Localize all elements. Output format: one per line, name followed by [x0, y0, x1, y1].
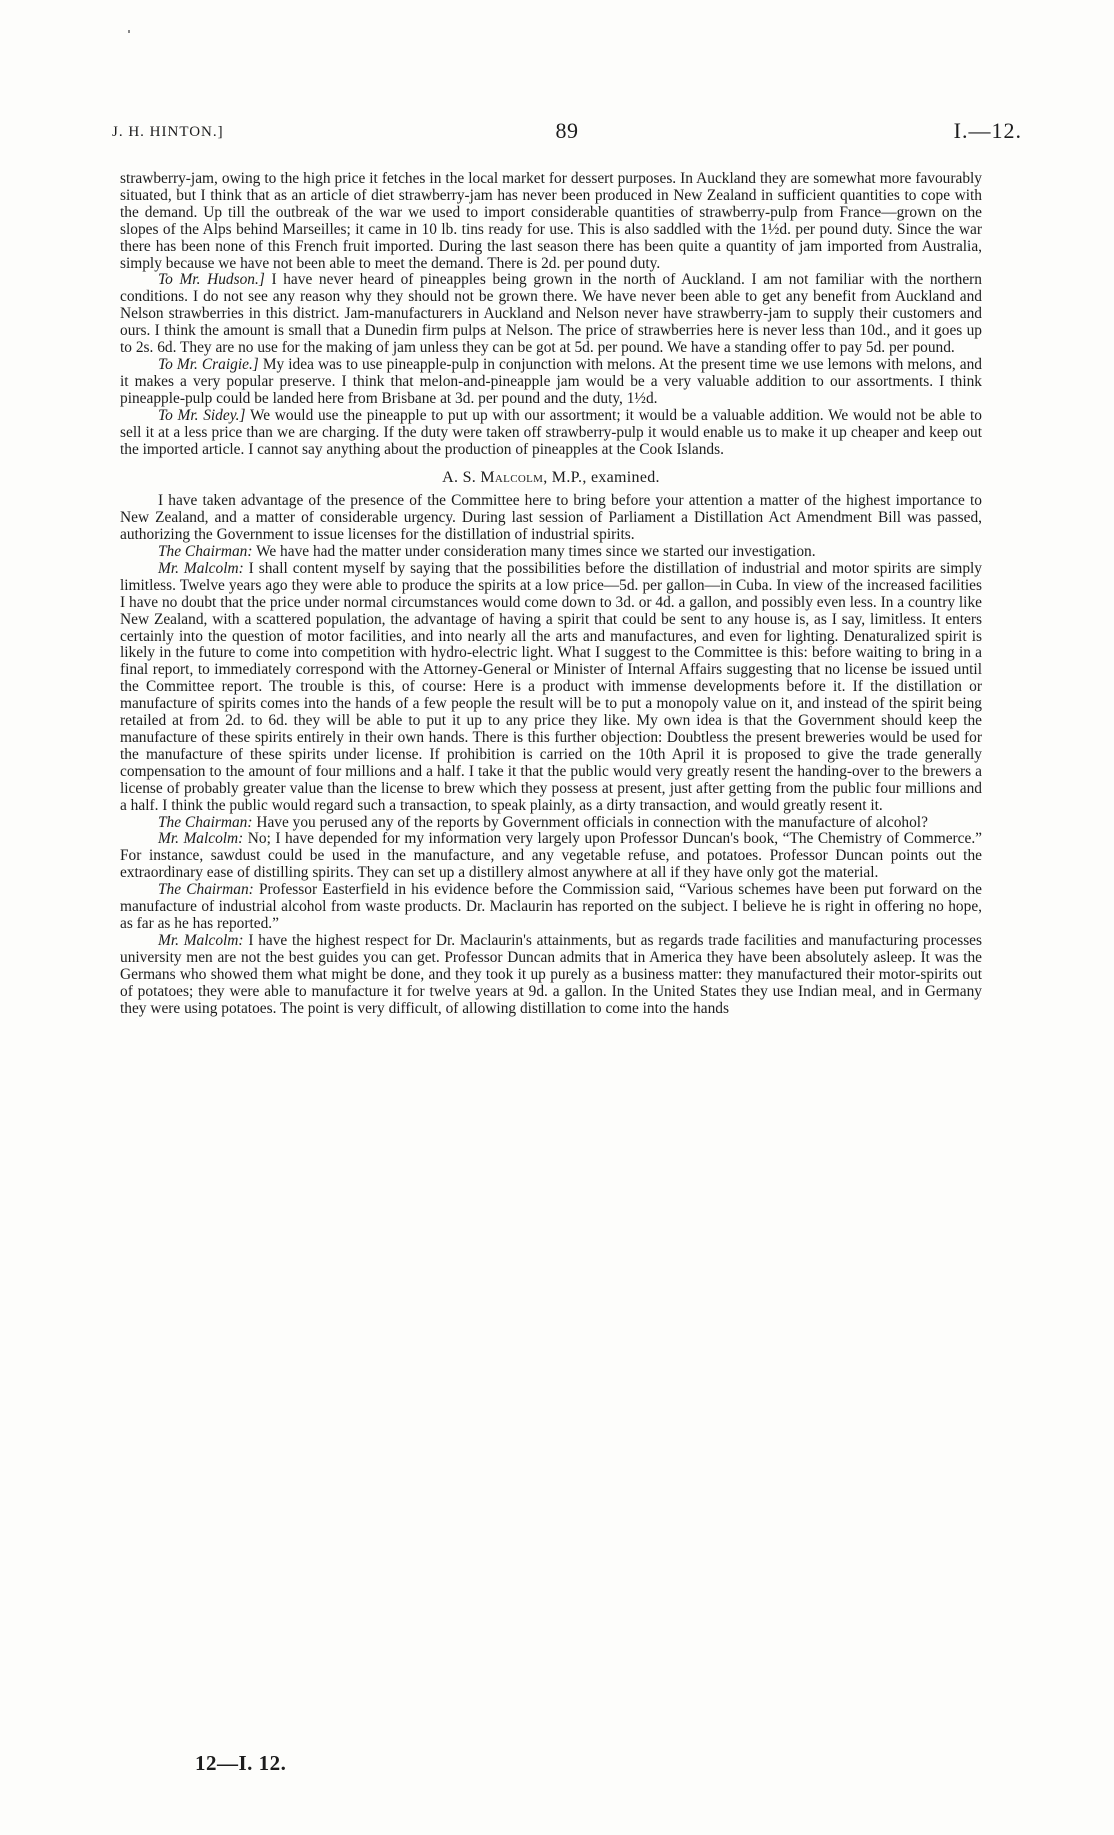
paragraph: [120, 357, 982, 408]
paragraph-text: I have never heard of pineapples being grown in the north of Auckland. I am not familiar with the northern conditions. I do not see any reason why they should not be grown there. We have never been able to get any benefit from Auckland and Nelson strawberries in this district. Jam-manufacturers in Auckland and Nelson never have strawberry-jam to supply their customers and ours. I think the amount is small that a Dunedin firm pulps at Nelson. The price of strawberries here is never less than 10d., and it goes up to 2s. 6d. They are no use for the making of jam unless they can be got at 5d. per pound. We have a standing offer to pay 5d. per pound.: [120, 271, 982, 357]
speaker-label: Mr. Malcolm:: [158, 830, 244, 848]
section-heading: [120, 470, 982, 487]
paragraph-text: I have the highest respect for Dr. Maclaurin's attainments, but as regards trade facilities and manufacturing processes university men are not the best guides you can get. Professor Duncan admits that in America they have been absolutely asleep. It was the Germans who showed them what might be done, and they took it up purely as a business matter: they manufactured their motor-spirits out of potatoes; they were able to manufacture it for twelve years at 9d. a gallon. In the United States they use Indian meal, and in Germany they were using potatoes. The point is very difficult, of allowing distillation to come into the hands: [120, 931, 983, 1017]
page-header: [112, 118, 1022, 148]
page-number: 89: [555, 118, 579, 143]
header-witness: J. H. HINTON.]: [112, 124, 224, 140]
paragraph: [120, 933, 982, 1018]
paragraph: I have taken advantage of the presence of the Committee here to bring before your attention a matter of the highest importance to New Zealand, and a matter of considerable urgency. During last session of Parliament a Distillation Act Amendment Bill was passed, authorizing the Government to issue licenses for the distillation of industrial spirits.: [120, 492, 982, 544]
paragraph-text: We would use the pineapple to put up with our assortment; it would be a valuable addition. We would not be able to sell it at a less price than we are charging. If the duty were taken off strawberry-pulp it would enable us to make it up cheaper and keep out the imported article. I cannot say anything about the production of pineapples at the Cook Islands.: [120, 406, 982, 458]
paragraph: strawberry-jam, owing to the high price it fetches in the local market for dessert purposes. In Auckland they are somewhat more favourably situated, but I think that as an article of diet strawberry-jam has never been produced in New Zealand in sufficient quantities to cope with the demand. Up till the outbreak of the war we used to import considerable quantities of strawberry-pulp from France—grown on the slopes of the Alps behind Marseilles; it came in 10 lb. tins ready for use. This is also saddled with the 1½d. per pound duty. Since the war there has been none of this French fruit imported. During the last season there has been quite a quantity of jam imported from Australia, simply because we have not been able to meet the demand. There is 2d. per pound duty.: [120, 170, 982, 272]
speaker-label: The Chairman:: [158, 881, 254, 899]
paper-reference: I.—12.: [953, 118, 1022, 143]
paragraph-text: My idea was to use pineapple-pulp in conjunction with melons. At the present time we use lemons with melons, and it makes a very popular preserve. I think that melon-and-pineapple jam would be a very valuable addition to our assortments. I think pineapple-pulp could be landed here from Brisbane at 3d. per pound and the duty, 1½d.: [120, 355, 982, 407]
paragraph: [120, 831, 982, 882]
paragraph-text: I shall content myself by saying that the possibilities before the distillation of industrial and motor spirits are simply limitless. Twelve years ago they were able to produce the spirits at a low price—5d. per gallon—in Cuba. In view of the increased facilities I have no doubt that the price under normal circumstances would come down to 3d. or 4d. a gallon, and possibly even less. In a country like New Zealand, with a scattered population, the advantage of having a spirit that could be sent to any house is, as I say, limitless. It enters certainly into the question of motor facilities, and into nearly all the arts and manufactures, and even for lighting. Denaturalized spirit is likely in the future to come into competition with hydro-electric light. What I suggest to the Committee is this: before waiting to bring in a final report, to immediately correspond with the Attorney-General or Minister of Internal Affairs suggesting that no license be issued until the Committee report. The trouble is this, of course: Here is a product with immense developments before it. If the distillation or manufacture of spirits comes into the hands of a few people the result will be to put a monopoly value on it, and instead of the spirit being retailed at from 2d. to 6d. they will be able to put it up to any price they like. My own idea is that the Government should keep the manufacture of these spirits entirely in their own hands. There is this further objection: Doubtless the present breweries would be used for the manufacture of these spirits under license. If prohibition is carried on the 10th April it is proposed to give the trade generally compensation to the amount of four millions and a half. I take it that the public would very greatly resent the handing-over to the brewers a license of probably greater value than the license to brew which they possess at present, just after getting from the public four millions and a half. I think the public would regard such a transaction, to speak plainly, as a dirty transaction, and would greatly resent it.: [120, 559, 982, 814]
paragraph-text: Professor Easterfield in his evidence before the Commission said, “Various schemes have been put forward on the manufacture of industrial alcohol from waste products. Dr. Maclaurin has reported on the subject. I believe he is right in offering no hope, as far as he has reported.”: [120, 881, 982, 932]
paragraph: [120, 272, 982, 357]
speaker-label: The Chairman:: [158, 543, 253, 561]
witness-name: A. S. Malcolm: [442, 469, 544, 487]
speaker-label: To Mr. Hudson.]: [158, 271, 265, 289]
heading-rest: , M.P., examined.: [543, 469, 660, 487]
paragraph-text: Have you perused any of the reports by Government officials in connection with the manufacture of alcohol?: [252, 813, 928, 831]
paragraph: [120, 544, 982, 561]
scan-mark: [128, 30, 130, 33]
speaker-label: Mr. Malcolm:: [158, 559, 244, 577]
speaker-label: To Mr. Sidey.]: [158, 406, 246, 424]
speaker-label: To Mr. Craigie.]: [158, 355, 259, 373]
paragraph: [120, 408, 982, 459]
speaker-label: The Chairman:: [158, 813, 253, 831]
speaker-label: Mr. Malcolm:: [158, 931, 244, 949]
document-body: [120, 171, 982, 1017]
signature-mark: 12—I. 12.: [195, 1751, 287, 1775]
paragraph-text: We have had the matter under consideration many times since we started our investigation.: [252, 543, 816, 561]
paragraph: [120, 882, 982, 933]
paragraph: [120, 561, 982, 815]
paragraph-text: No; I have depended for my information very largely upon Professor Duncan's book, “The Chemistry of Commerce.” For instance, sawdust could be used in the manufacture, and any vegetable refuse, and potatoes. Professor Duncan points out the extraordinary ease of distilling spirits. They can set up a distillery almost anywhere at all if they have only got the material.: [120, 830, 982, 882]
paragraph: [120, 815, 982, 832]
